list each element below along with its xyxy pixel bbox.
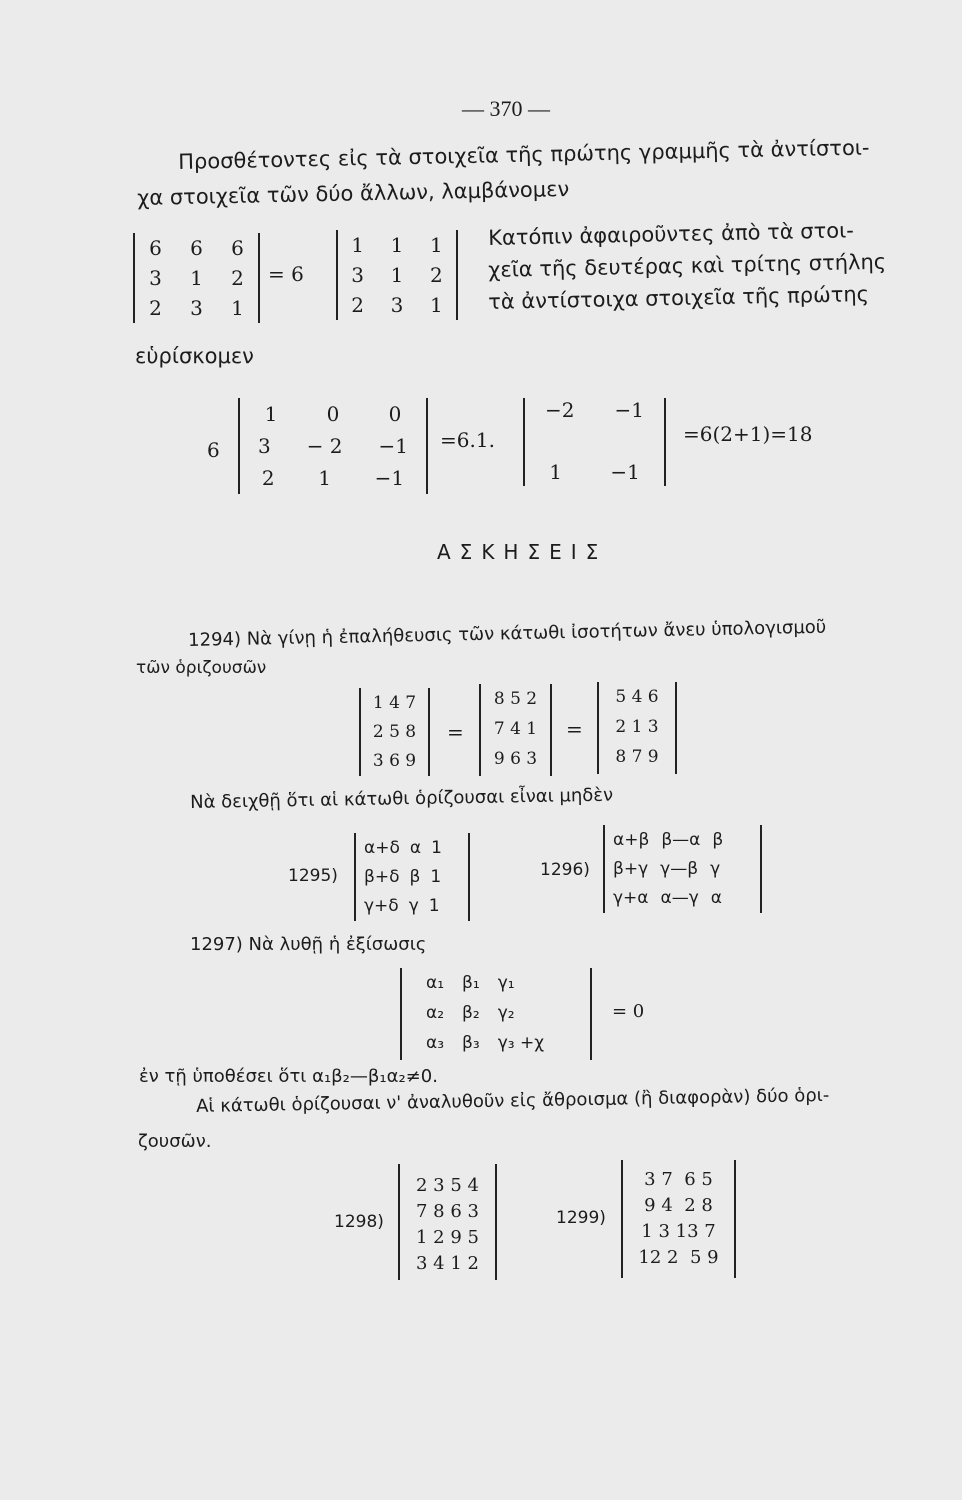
- matrix-row: 3 7 6 5: [644, 1168, 713, 1190]
- cell: β+δ: [364, 866, 400, 887]
- decompose-line-2: ζουσῶν.: [138, 1131, 212, 1152]
- cell: 1: [390, 263, 404, 287]
- cell: −1: [378, 434, 408, 458]
- cell: β—α: [661, 829, 701, 850]
- cell: −1: [610, 460, 640, 484]
- ex1297-equals-zero: = 0: [612, 1001, 645, 1022]
- cell: 3: [257, 434, 271, 458]
- matrix-row: 2 1 3: [615, 717, 659, 737]
- cell: β: [712, 829, 724, 850]
- matrix-row: [402, 1028, 590, 1058]
- ex1299-determinant: [621, 1160, 736, 1278]
- eq1-note-line-3: τὰ ἀντίστοιχα στοιχεῖα τῆς πρώτης: [487, 282, 870, 314]
- intro-line-1: Προσθέτοντες εἰς τὰ στοιχεῖα τῆς πρώτης γραμμῆς τὰ ἀντίστοι-: [177, 135, 870, 174]
- matrix-row: [338, 290, 456, 320]
- matrix-row: 2 3 5 4: [416, 1174, 479, 1196]
- ex1297-condition: ἐν τῇ ὑποθέσει ὅτι α₁β₂—β₁α₂≠0.: [139, 1066, 438, 1087]
- eq1-left-determinant: [133, 233, 260, 323]
- cell: 1: [428, 895, 440, 916]
- exercises-heading: ΑΣΚΗΣΕΙΣ: [437, 540, 608, 564]
- cell: α₁: [426, 973, 445, 993]
- matrix-row: [356, 891, 468, 920]
- cell: −2: [545, 398, 575, 422]
- matrix-row: [402, 968, 590, 998]
- intro-line-2: χα στοιχεῖα τῶν δύο ἄλλων, λαμβάνομεν: [136, 176, 570, 210]
- ex1294-det-1: [359, 688, 430, 776]
- ex1297-determinant: [400, 968, 592, 1060]
- matrix-row: 8 7 9: [615, 747, 659, 767]
- cell: 3: [390, 293, 404, 317]
- cell: 1: [390, 233, 404, 257]
- ex1294-det-3: [597, 682, 677, 774]
- matrix-row: [605, 825, 760, 854]
- cell: 3: [149, 266, 162, 290]
- cell: γ+δ: [364, 895, 399, 916]
- cell: 1: [231, 296, 244, 320]
- matrix-row: 7 4 1: [493, 719, 538, 739]
- cell: 0: [326, 402, 340, 426]
- matrix-row: [605, 854, 760, 883]
- cell: 6: [190, 236, 203, 260]
- cell: α₃: [426, 1033, 445, 1053]
- matrix-row: [135, 233, 258, 263]
- cell: 2: [149, 296, 162, 320]
- matrix-row: 12 2 5 9: [638, 1246, 719, 1268]
- find-word: εὑρίσκομεν: [135, 344, 254, 368]
- matrix-row: [135, 293, 258, 323]
- cell: β₃: [462, 1033, 480, 1053]
- ex1295-determinant: [354, 833, 470, 921]
- cell: 1: [318, 466, 331, 490]
- cell: α₂: [426, 1003, 445, 1023]
- cell: γ: [408, 895, 419, 916]
- matrix-row: [605, 883, 760, 912]
- eq1-note-line-2: χεῖα τῆς δευτέρας καὶ τρίτης στήλης: [487, 249, 887, 282]
- matrix-row: [240, 398, 426, 430]
- cell: −1: [614, 398, 644, 422]
- ex1294-equals-2: =: [566, 717, 583, 741]
- cell: α+β: [613, 829, 650, 850]
- cell: 3: [190, 296, 203, 320]
- cell: β₁: [462, 973, 480, 993]
- cell: 1: [264, 402, 278, 426]
- cell: 3: [351, 263, 365, 287]
- matrix-row: 3 6 9: [372, 750, 417, 771]
- matrix-row: 9 4 2 8: [644, 1194, 713, 1216]
- cell: 1: [431, 837, 442, 858]
- matrix-row: [525, 460, 664, 484]
- ex1296-determinant: [603, 825, 762, 913]
- cell: α+δ: [364, 837, 400, 858]
- matrix-row: [356, 862, 468, 891]
- cell: 1: [549, 460, 562, 484]
- cell: 1: [430, 866, 442, 887]
- cell: −1: [374, 466, 405, 490]
- ex1294-line-2: τῶν ὁριζουσῶν: [136, 658, 267, 678]
- eq2-coefficient: 6: [207, 438, 220, 462]
- cell: β: [409, 866, 421, 887]
- cell: α—γ: [660, 887, 699, 908]
- cell: γ₃ +χ: [497, 1033, 545, 1053]
- ex1297-line: 1297) Νὰ λυθῇ ἡ ἐξίσωσις: [190, 934, 427, 955]
- cell: 6: [231, 236, 244, 260]
- matrix-row: [338, 260, 456, 290]
- eq2-result: =6(2+1)=18: [683, 422, 813, 446]
- cell: γ₂: [497, 1003, 515, 1023]
- eq2-det2: [523, 398, 666, 486]
- cell: 2: [429, 263, 443, 287]
- cell: α: [710, 887, 723, 908]
- ex1295-label: 1295): [288, 866, 338, 886]
- ex1294-line-1: 1294) Νὰ γίνῃ ἡ ἐπαλήθευσις τῶν κάτωθι ἰσοτήτων ἄνευ ὑπολογισμοῦ: [187, 616, 827, 651]
- matrix-row: 1 4 7: [372, 692, 417, 713]
- decompose-line-1: Αἱ κάτωθι ὁρίζουσαι ν' ἀναλυθοῦν εἰς ἄθροισμα (ἢ διαφορὰν) δύο ὁρι-: [195, 1084, 830, 1117]
- matrix-row: [402, 998, 590, 1028]
- matrix-row: 2 5 8: [372, 721, 417, 742]
- cell: α: [409, 837, 422, 858]
- eq1-equals: = 6: [268, 262, 304, 286]
- cell: 2: [231, 266, 244, 290]
- ex1294-det-2: [479, 684, 552, 776]
- cell: 2: [261, 466, 275, 490]
- cell: γ—β: [660, 858, 699, 879]
- cell: 1: [351, 233, 365, 257]
- cell: − 2: [306, 434, 343, 458]
- ex1296-label: 1296): [540, 860, 590, 880]
- eq2-mid: =6.1.: [440, 428, 495, 452]
- cell: 2: [351, 293, 365, 317]
- matrix-row: 7 8 6 3: [416, 1200, 479, 1222]
- eq2-det3: [238, 398, 428, 494]
- matrix-row: [240, 430, 426, 462]
- matrix-row: [240, 462, 426, 494]
- cell: β+γ: [613, 858, 649, 879]
- cell: 1: [429, 233, 443, 257]
- matrix-row: [356, 833, 468, 862]
- cell: γ: [710, 858, 721, 879]
- cell: 1: [190, 266, 203, 290]
- cell: β₂: [462, 1003, 480, 1023]
- matrix-row: [338, 230, 456, 260]
- cell: 1: [429, 293, 443, 317]
- matrix-row: 8 5 2: [493, 689, 538, 709]
- ex1298-determinant: [398, 1164, 497, 1280]
- ex1298-label: 1298): [334, 1212, 384, 1232]
- matrix-row: 1 2 9 5: [416, 1226, 479, 1248]
- eq1-right-determinant: [336, 230, 458, 320]
- page-number: — 370 —: [462, 96, 550, 121]
- matrix-row: 3 4 1 2: [416, 1252, 479, 1274]
- cell: 0: [388, 402, 402, 426]
- matrix-row: 1 3 13 7: [641, 1220, 716, 1242]
- ex1299-label: 1299): [556, 1208, 606, 1228]
- matrix-row: [525, 398, 664, 422]
- matrix-row: 5 4 6: [615, 687, 659, 707]
- eq1-note-line-1: Κατόπιν ἀφαιροῦντες ἀπὸ τὰ στοι-: [487, 218, 855, 250]
- matrix-row: [135, 263, 258, 293]
- matrix-row: 9 6 3: [493, 749, 538, 769]
- cell: γ₁: [497, 973, 515, 993]
- cell: γ+α: [613, 887, 649, 908]
- cell: 6: [149, 236, 162, 260]
- show-zero-line: Νὰ δειχθῇ ὅτι αἱ κάτωθι ὁρίζουσαι εἶναι μηδὲν: [189, 784, 614, 813]
- ex1294-equals-1: =: [447, 720, 464, 744]
